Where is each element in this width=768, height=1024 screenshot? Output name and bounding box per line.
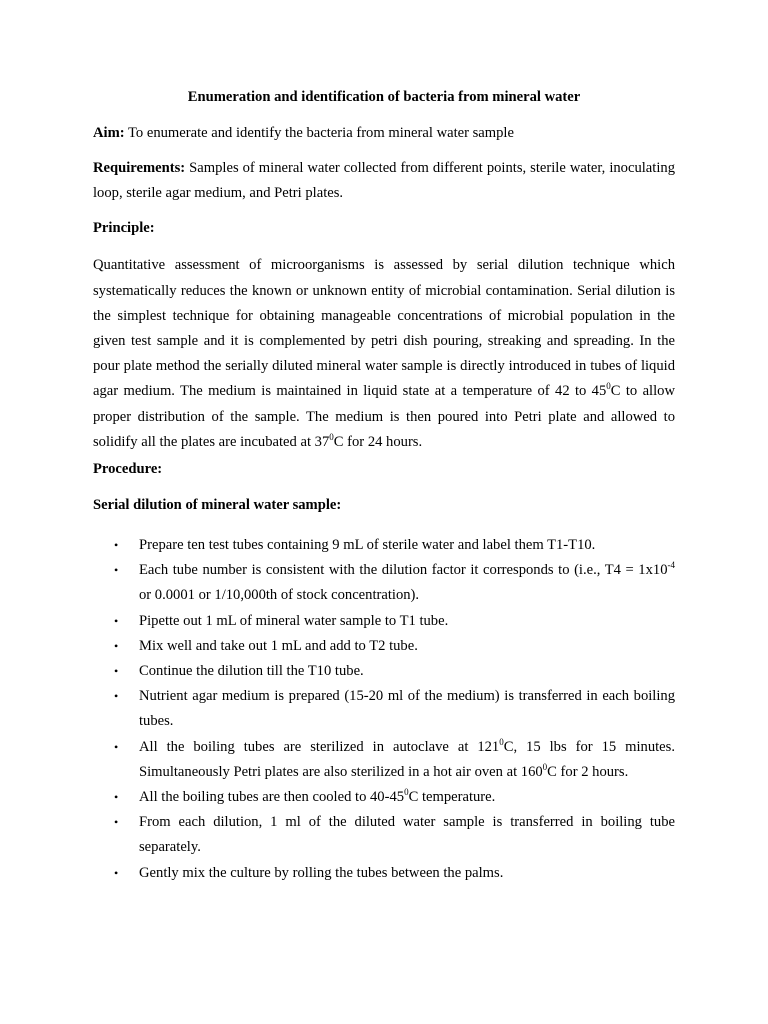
- requirements-label: Requirements:: [93, 160, 186, 176]
- step-text: C, 15 lbs for 15 minutes. Simultaneously Petri plates are also sterilized in a hot air oven at 160: [139, 738, 675, 780]
- list-item: [93, 735, 675, 785]
- list-item: [93, 861, 675, 886]
- principle-paragraph: [93, 253, 675, 455]
- superscript: 0: [606, 381, 611, 392]
- bullet-icon: •: [114, 664, 119, 679]
- requirements-text: Samples of mineral water collected from different points, sterile water, inoculating loop, sterile agar medium, and Petri plates.: [93, 160, 675, 202]
- step-text: Prepare ten test tubes containing 9 mL of sterile water and label them T1-T10.: [139, 537, 596, 554]
- list-item: [93, 684, 675, 734]
- step-text: Continue the dilution till the T10 tube.: [139, 663, 364, 680]
- step-text: or 0.0001 or 1/10,000th of stock concentration).: [139, 587, 420, 604]
- aim-paragraph: [93, 122, 675, 144]
- list-item: [93, 558, 675, 608]
- requirements-paragraph: [93, 156, 675, 206]
- bullet-icon: •: [114, 815, 119, 830]
- list-item: [93, 810, 675, 860]
- list-item: [93, 659, 675, 684]
- step-text: C temperature.: [408, 789, 496, 806]
- step-text: Mix well and take out 1 mL and add to T2 tube.: [139, 637, 418, 654]
- superscript: 0: [542, 761, 548, 772]
- step-text: Nutrient agar medium is prepared (15-20 ml of the medium) is transferred in each boiling tubes.: [139, 688, 675, 730]
- step-text: Each tube number is consistent with the dilution factor it corresponds to (i.e., T4 = 1x10: [139, 562, 668, 579]
- principle-heading: Principle:: [93, 220, 155, 237]
- bullet-icon: •: [114, 739, 119, 754]
- step-text: From each dilution, 1 ml of the diluted water sample is transferred in boiling tube separately.: [139, 814, 675, 856]
- document-title: Enumeration and identification of bacteria from mineral water: [187, 89, 581, 105]
- step-text: All the boiling tubes are sterilized in autoclave at 121: [139, 738, 500, 755]
- bullet-icon: •: [114, 638, 119, 653]
- document-page: [93, 86, 675, 886]
- principle-text-2: C to allow proper distribution of the sample. The medium is then poured into Petri plate and allowed to solidify all the plates are incubated at 37: [93, 383, 675, 450]
- step-text: All the boiling tubes are then cooled to 40-45: [139, 789, 405, 806]
- step-text: Pipette out 1 mL of mineral water sample to T1 tube.: [139, 612, 449, 629]
- procedure-steps-list: [93, 533, 675, 886]
- bullet-icon: •: [114, 865, 119, 880]
- bullet-icon: •: [114, 538, 119, 553]
- superscript: 0: [404, 787, 409, 798]
- serial-dilution-heading: Serial dilution of mineral water sample:: [93, 497, 342, 514]
- step-text: C for 2 hours.: [547, 763, 629, 780]
- aim-label: Aim:: [93, 125, 125, 141]
- bullet-icon: •: [114, 613, 119, 628]
- procedure-heading: Procedure:: [93, 461, 163, 478]
- principle-text-1: Quantitative assessment of microorganisms is assessed by serial dilution technique which systematically reduces the known or unknown entity of microbial contamination. Serial dilution is the simplest technique for obtaining manageable concentrations of microbial population in the given test sample and it is complemented by petri dish pouring, streaking and spreading. In the pour plate method the serially diluted mineral water sample is directly introduced in tubes of liquid agar medium. The medium is maintained in liquid state at a temperature of 42 to 45: [93, 257, 675, 400]
- list-item: [93, 634, 675, 659]
- superscript: 0: [329, 431, 334, 442]
- aim-text: To enumerate and identify the bacteria from mineral water sample: [124, 125, 514, 141]
- principle-text-3: C for 24 hours.: [333, 433, 423, 450]
- step-text: Gently mix the culture by rolling the tubes between the palms.: [139, 864, 504, 881]
- bullet-icon: •: [114, 563, 119, 578]
- list-item: [93, 785, 675, 810]
- list-item: [93, 533, 675, 558]
- superscript: 0: [499, 736, 504, 747]
- bullet-icon: •: [114, 790, 119, 805]
- list-item: [93, 609, 675, 634]
- bullet-icon: •: [114, 689, 119, 704]
- superscript: -4: [667, 560, 675, 571]
